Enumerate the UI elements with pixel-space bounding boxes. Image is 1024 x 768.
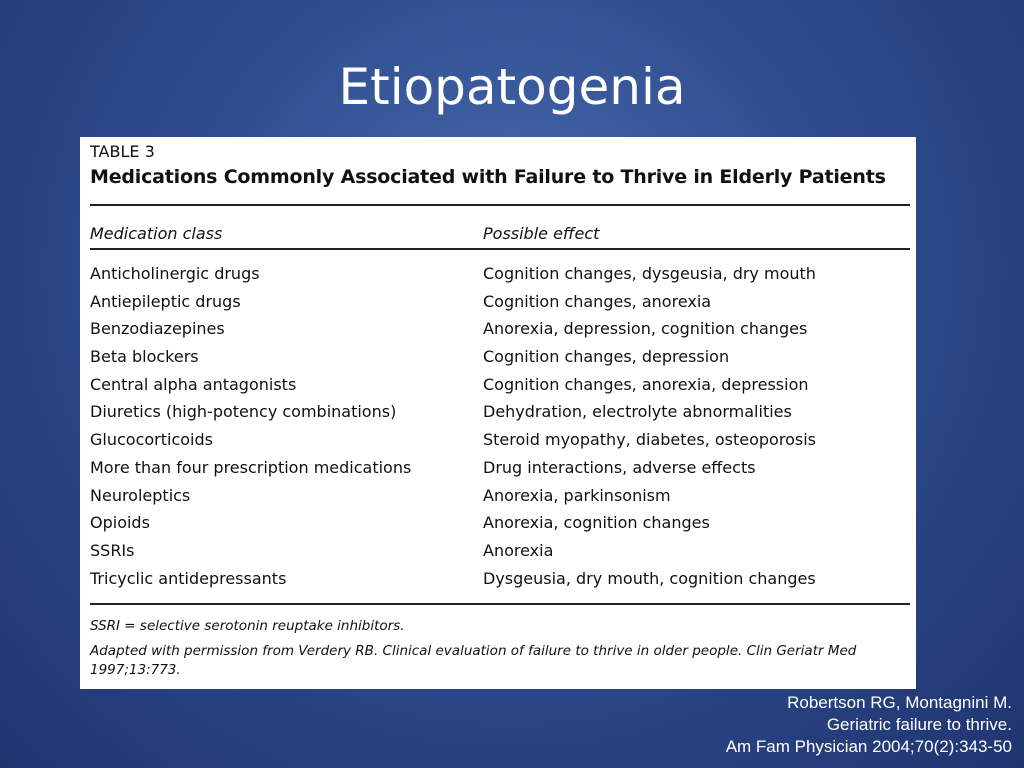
slide-title: Etiopatogenia [338,58,686,116]
table-heading: Medications Commonly Associated with Failure to Thrive in Elderly Patients [90,166,886,188]
effect-cell: Cognition changes, depression [483,347,730,367]
table-bottom-rule [90,603,910,605]
citation-title: Geriatric failure to thrive. [826,715,1012,734]
medication-cell: Glucocorticoids [90,430,213,450]
table-source-note: Adapted with permission from Verdery RB. Clinical evaluation of failure to thrive in older people. Clin Geriatr Med 1997;13:773. [90,643,857,678]
table-row [90,402,910,430]
citation-journal: Am Fam Physician 2004;70(2):343-50 [725,737,1012,756]
table-row [90,569,910,597]
table-row [90,375,910,403]
citation-authors: Robertson RG, Montagnini M. [787,693,1012,712]
column-header-medication-class: Medication class [90,224,223,243]
medication-cell: Tricyclic antidepressants [90,568,287,588]
medication-cell: Antiepileptic drugs [90,291,241,311]
effect-cell: Dehydration, electrolyte abnormalities [483,402,792,422]
effect-cell: Anorexia, depression, cognition changes [483,319,808,339]
table-row [90,319,910,347]
table-image [80,137,916,689]
table-top-rule [90,204,910,206]
medication-cell: Neuroleptics [90,485,191,505]
effect-cell: Dysgeusia, dry mouth, cognition changes [483,568,816,588]
medication-cell: Central alpha antagonists [90,374,297,394]
table-row [90,513,910,541]
medication-cell: SSRIs [90,540,135,560]
column-header-possible-effect: Possible effect [483,224,600,243]
medication-cell: More than four prescription medications [90,457,412,477]
table-label: TABLE 3 [90,142,155,161]
medication-cell: Opioids [90,513,150,533]
effect-cell: Drug interactions, adverse effects [483,457,756,477]
table-row [90,347,910,375]
table-footnote: SSRI = selective serotonin reuptake inhibitors. [90,618,405,634]
medication-cell: Anticholinergic drugs [90,264,260,283]
medication-cell: Benzodiazepines [90,319,225,339]
table-row [90,486,910,514]
effect-cell: Steroid myopathy, diabetes, osteoporosis [483,430,816,450]
effect-cell: Cognition changes, dysgeusia, dry mouth [483,264,816,283]
table-row [90,458,910,486]
table-body [90,264,910,596]
medication-cell: Beta blockers [90,347,199,367]
medication-cell: Diuretics (high-potency combinations) [90,402,397,422]
table-row [90,292,910,320]
table-row [90,264,910,292]
table-header-rule [90,248,910,250]
effect-cell: Anorexia, parkinsonism [483,485,671,505]
table-row [90,430,910,458]
effect-cell: Cognition changes, anorexia, depression [483,374,809,394]
effect-cell: Anorexia [483,540,554,560]
effect-cell: Cognition changes, anorexia [483,291,712,311]
citation [726,692,1012,758]
table-row [90,541,910,569]
effect-cell: Anorexia, cognition changes [483,513,710,533]
